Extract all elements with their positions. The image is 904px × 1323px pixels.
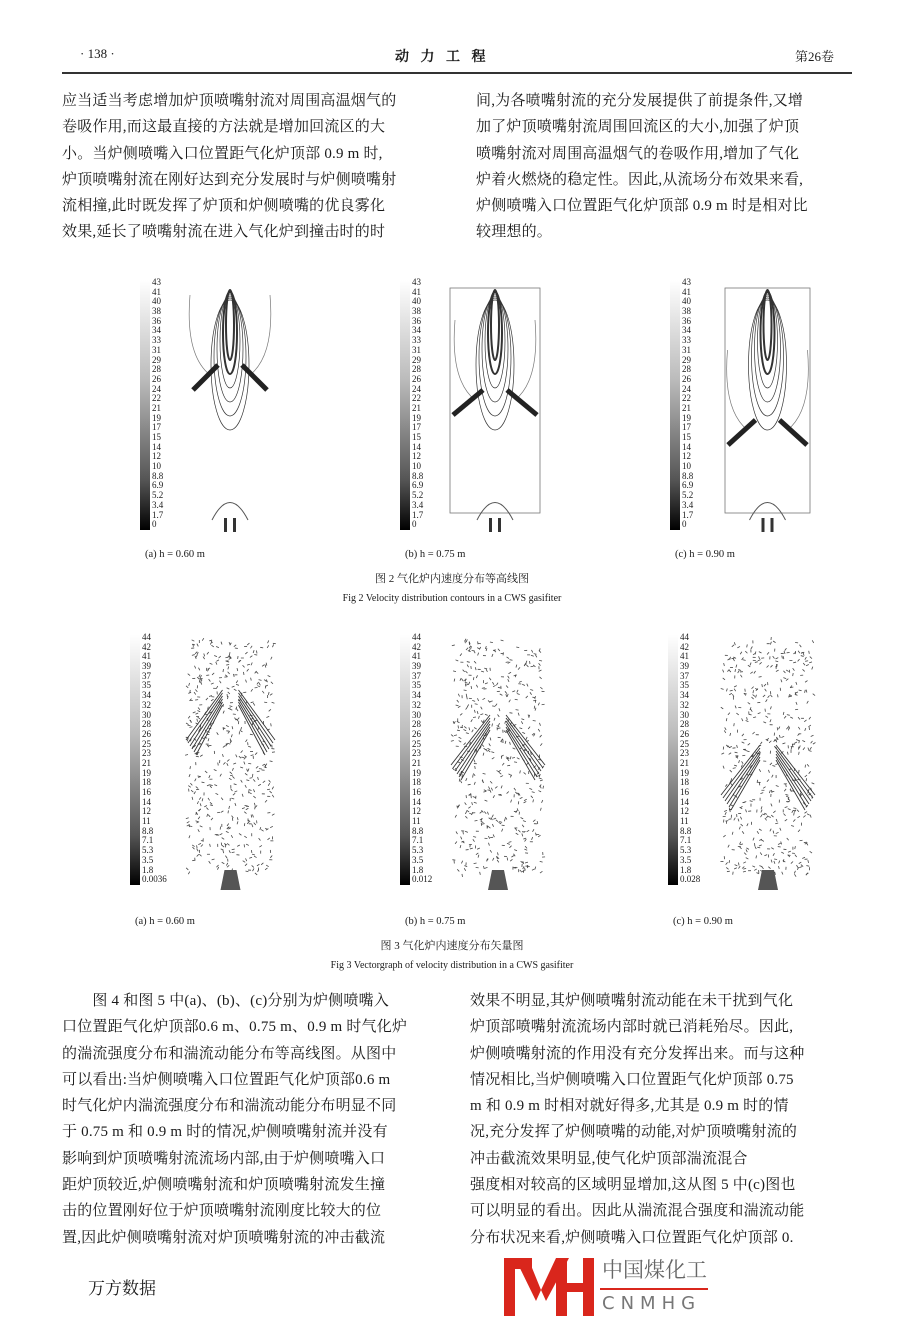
text-line: 喷嘴射流对周围高温烟气的卷吸作用,增加了气化: [476, 141, 856, 167]
tick-label: 8.8: [682, 472, 693, 482]
tick-label: 28: [412, 720, 432, 730]
tick-label: 41: [412, 288, 423, 298]
tick-label: 29: [682, 356, 693, 366]
tick-label: 19: [142, 769, 167, 779]
tick-label: 25: [142, 740, 167, 750]
text-line: 炉顶喷嘴射流在刚好达到充分发展时与炉侧喷嘴射: [62, 167, 442, 193]
tick-label: 8.8: [412, 827, 432, 837]
tick-label: 34: [682, 326, 693, 336]
bottom-left-paragraph: [62, 988, 442, 1251]
tick-label: 14: [412, 443, 423, 453]
tick-label: 0: [152, 520, 163, 530]
tick-label: 8.8: [680, 827, 700, 837]
tick-label: 3.5: [142, 856, 167, 866]
tick-label: 25: [680, 740, 700, 750]
text-line: 间,为各喷嘴射流的充分发展提供了前提条件,又增: [476, 88, 856, 114]
tick-label: 10: [412, 462, 423, 472]
tick-label: 5.3: [142, 846, 167, 856]
colorbar-ticks: [682, 278, 693, 530]
tick-label: 12: [412, 807, 432, 817]
tick-label: 21: [142, 759, 167, 769]
tick-label: 37: [412, 672, 432, 682]
text-line: 分布状况来看,炉侧喷嘴入口位置距气化炉顶部 0.: [470, 1225, 850, 1251]
tick-label: 3.4: [682, 501, 693, 511]
tick-label: 31: [152, 346, 163, 356]
subfigure-caption: (a) h = 0.60 m: [135, 916, 195, 927]
colorbar: [140, 280, 150, 530]
text-line: 炉顶部喷嘴射流流场内部时就已消耗殆尽。因此,: [470, 1014, 850, 1040]
tick-label: 31: [412, 346, 423, 356]
tick-label: 28: [412, 365, 423, 375]
tick-label: 26: [152, 375, 163, 385]
tick-label: 38: [682, 307, 693, 317]
tick-label: 30: [412, 711, 432, 721]
tick-label: 29: [152, 356, 163, 366]
tick-label: 24: [152, 385, 163, 395]
tick-label: 26: [680, 730, 700, 740]
text-line: 情况相比,当炉侧喷嘴入口位置距气化炉顶部 0.75: [470, 1067, 850, 1093]
tick-label: 33: [152, 336, 163, 346]
text-line: 加了炉顶喷嘴射流周围回流区的大小,加强了炉顶: [476, 114, 856, 140]
tick-label: 35: [142, 681, 167, 691]
tick-label: 5.3: [680, 846, 700, 856]
tick-label: 22: [152, 394, 163, 404]
tick-label: 8.8: [152, 472, 163, 482]
tick-label: 34: [142, 691, 167, 701]
tick-label: 17: [152, 423, 163, 433]
tick-label: 12: [680, 807, 700, 817]
tick-label: 0.028: [680, 875, 700, 885]
tick-label: 19: [412, 414, 423, 424]
plot-vector-c: [718, 635, 818, 890]
tick-label: 39: [680, 662, 700, 672]
tick-label: 17: [682, 423, 693, 433]
tick-label: 12: [152, 452, 163, 462]
tick-label: 0.0036: [142, 875, 167, 885]
tick-label: 1.8: [412, 866, 432, 876]
tick-label: 33: [682, 336, 693, 346]
tick-label: 5.2: [682, 491, 693, 501]
colorbar: [400, 635, 410, 885]
tick-label: 41: [680, 652, 700, 662]
tick-label: 40: [682, 297, 693, 307]
colorbar: [400, 280, 410, 530]
text-line: 冲击截流效果明显,使气化炉顶部湍流混合: [470, 1146, 850, 1172]
colorbar-ticks: [152, 278, 163, 530]
bottom-right-paragraph: [470, 988, 850, 1251]
tick-label: 34: [680, 691, 700, 701]
colorbar: [668, 635, 678, 885]
tick-label: 1.7: [682, 511, 693, 521]
tick-label: 28: [682, 365, 693, 375]
tick-label: 43: [412, 278, 423, 288]
tick-label: 36: [682, 317, 693, 327]
watermark-name-en: CNMHG: [602, 1292, 701, 1316]
tick-label: 19: [412, 769, 432, 779]
tick-label: 11: [680, 817, 700, 827]
text-line: 击的位置刚好位于炉顶喷嘴射流刚度比较大的位: [62, 1198, 442, 1224]
colorbar-ticks: [142, 633, 167, 885]
fig2-title-cn: 图 2 气化炉内速度分布等高线图: [0, 570, 904, 586]
tick-label: 23: [680, 749, 700, 759]
tick-label: 31: [682, 346, 693, 356]
tick-label: 3.5: [412, 856, 432, 866]
tick-label: 37: [680, 672, 700, 682]
tick-label: 42: [142, 643, 167, 653]
text-line: 口位置距气化炉顶部0.6 m、0.75 m、0.9 m 时气化炉: [62, 1014, 442, 1040]
tick-label: 35: [412, 681, 432, 691]
tick-label: 36: [412, 317, 423, 327]
text-line: 应当适当考虑增加炉顶喷嘴射流对周围高温烟气的: [62, 88, 442, 114]
text-line: 较理想的。: [476, 219, 856, 245]
tick-label: 34: [152, 326, 163, 336]
page-number: · 138 ·: [80, 46, 115, 62]
tick-label: 12: [412, 452, 423, 462]
subfigure-caption: (a) h = 0.60 m: [145, 549, 205, 560]
colorbar-ticks: [412, 278, 423, 530]
tick-label: 43: [152, 278, 163, 288]
text-line: 于 0.75 m 和 0.9 m 时的情况,炉侧喷嘴射流并没有: [62, 1119, 442, 1145]
tick-label: 40: [152, 297, 163, 307]
plot-vector-a: [183, 635, 278, 890]
tick-label: 6.9: [412, 481, 423, 491]
text-line: m 和 0.9 m 时相对就好得多,尤其是 0.9 m 时的情: [470, 1093, 850, 1119]
tick-label: 1.7: [412, 511, 423, 521]
tick-label: 12: [682, 452, 693, 462]
text-line: 炉侧喷嘴射流的作用没有充分发挥出来。而与这种: [470, 1041, 850, 1067]
tick-label: 19: [152, 414, 163, 424]
tick-label: 34: [412, 326, 423, 336]
tick-label: 23: [412, 749, 432, 759]
tick-label: 43: [682, 278, 693, 288]
tick-label: 12: [142, 807, 167, 817]
colorbar: [130, 635, 140, 885]
tick-label: 32: [142, 701, 167, 711]
text-line: 况,充分发挥了炉侧喷嘴的动能,对炉顶喷嘴射流的: [470, 1119, 850, 1145]
plot-vector-b: [448, 635, 548, 890]
tick-label: 38: [412, 307, 423, 317]
tick-label: 32: [412, 701, 432, 711]
text-line: 效果不明显,其炉侧喷嘴射流动能在未干扰到气化: [470, 988, 850, 1014]
plot-contour-a: [185, 280, 275, 535]
tick-label: 18: [680, 778, 700, 788]
tick-label: 11: [142, 817, 167, 827]
tick-label: 36: [152, 317, 163, 327]
tick-label: 1.8: [142, 866, 167, 876]
tick-label: 5.3: [412, 846, 432, 856]
tick-label: 0: [682, 520, 693, 530]
tick-label: 8.8: [412, 472, 423, 482]
tick-label: 14: [412, 798, 432, 808]
header-rule: [62, 72, 852, 74]
tick-label: 19: [680, 769, 700, 779]
tick-label: 38: [152, 307, 163, 317]
tick-label: 40: [412, 297, 423, 307]
tick-label: 24: [682, 385, 693, 395]
tick-label: 17: [412, 423, 423, 433]
subfigure-caption: (b) h = 0.75 m: [405, 916, 465, 927]
fig2-title-en: Fig 2 Velocity distribution contours in a CWS gasifiter: [0, 593, 904, 604]
tick-label: 18: [412, 778, 432, 788]
tick-label: 30: [142, 711, 167, 721]
tick-label: 24: [412, 385, 423, 395]
tick-label: 3.4: [152, 501, 163, 511]
tick-label: 16: [142, 788, 167, 798]
text-line: 流相撞,此时既发挥了炉顶和炉侧喷嘴的优良雾化: [62, 193, 442, 219]
colorbar-ticks: [412, 633, 432, 885]
tick-label: 26: [412, 730, 432, 740]
fig3-title-cn: 图 3 气化炉内速度分布矢量图: [0, 937, 904, 953]
tick-label: 8.8: [142, 827, 167, 837]
tick-label: 21: [680, 759, 700, 769]
tick-label: 21: [412, 759, 432, 769]
text-line: 炉着火燃烧的稳定性。因此,从流场分布效果来看,: [476, 167, 856, 193]
text-line: 影响到炉顶喷嘴射流流场内部,由于炉侧喷嘴入口: [62, 1146, 442, 1172]
tick-label: 44: [412, 633, 432, 643]
tick-label: 1.8: [680, 866, 700, 876]
text-line: 的湍流强度分布和湍流动能分布等高线图。从图中: [62, 1041, 442, 1067]
text-line: 小。当炉侧喷嘴入口位置距气化炉顶部 0.9 m 时,: [62, 141, 442, 167]
tick-label: 41: [412, 652, 432, 662]
tick-label: 15: [152, 433, 163, 443]
tick-label: 5.2: [152, 491, 163, 501]
tick-label: 14: [142, 798, 167, 808]
tick-label: 28: [680, 720, 700, 730]
tick-label: 39: [412, 662, 432, 672]
text-line: 可以看出:当炉侧喷嘴入口位置距气化炉顶部0.6 m: [62, 1067, 442, 1093]
colorbar: [670, 280, 680, 530]
volume-label: 第26卷: [795, 46, 834, 65]
tick-label: 39: [142, 662, 167, 672]
tick-label: 14: [680, 798, 700, 808]
tick-label: 26: [142, 730, 167, 740]
text-line: 可以明显的看出。因此从湍流混合强度和湍流动能: [470, 1198, 850, 1224]
tick-label: 26: [682, 375, 693, 385]
tick-label: 6.9: [152, 481, 163, 491]
text-line: 距炉顶较近,炉侧喷嘴射流和炉顶喷嘴射流发生撞: [62, 1172, 442, 1198]
tick-label: 6.9: [682, 481, 693, 491]
tick-label: 23: [142, 749, 167, 759]
text-line: 图 4 和图 5 中(a)、(b)、(c)分别为炉侧喷嘴入: [62, 988, 442, 1014]
text-line: 效果,延长了喷嘴射流在进入气化炉到撞击时的时: [62, 219, 442, 245]
tick-label: 16: [680, 788, 700, 798]
tick-label: 42: [680, 643, 700, 653]
fig3-title-en: Fig 3 Vectorgraph of velocity distribution in a CWS gasifiter: [0, 960, 904, 971]
tick-label: 22: [412, 394, 423, 404]
tick-label: 18: [142, 778, 167, 788]
tick-label: 1.7: [152, 511, 163, 521]
tick-label: 41: [682, 288, 693, 298]
tick-label: 16: [412, 788, 432, 798]
colorbar-ticks: [680, 633, 700, 885]
plot-contour-b: [445, 280, 545, 535]
tick-label: 10: [682, 462, 693, 472]
tick-label: 0: [412, 520, 423, 530]
text-line: 时气化炉内湍流强度分布和湍流动能分布明显不同: [62, 1093, 442, 1119]
text-line: 炉侧喷嘴入口位置距气化炉顶部 0.9 m 时是相对比: [476, 193, 856, 219]
text-line: 强度相对较高的区域明显增加,这从图 5 中(c)图也: [470, 1172, 850, 1198]
tick-label: 7.1: [412, 836, 432, 846]
tick-label: 32: [680, 701, 700, 711]
watermark-name-cn: 中国煤化工: [602, 1256, 707, 1284]
tick-label: 5.2: [412, 491, 423, 501]
subfigure-caption: (c) h = 0.90 m: [673, 916, 733, 927]
tick-label: 19: [682, 414, 693, 424]
tick-label: 25: [412, 740, 432, 750]
watermark-logo: [500, 1256, 710, 1318]
tick-label: 21: [682, 404, 693, 414]
tick-label: 14: [152, 443, 163, 453]
top-right-paragraph: [476, 88, 856, 246]
tick-label: 35: [680, 681, 700, 691]
tick-label: 41: [142, 652, 167, 662]
tick-label: 33: [412, 336, 423, 346]
tick-label: 10: [152, 462, 163, 472]
tick-label: 29: [412, 356, 423, 366]
text-line: 卷吸作用,而这最直接的方法就是增加回流区的大: [62, 114, 442, 140]
tick-label: 42: [412, 643, 432, 653]
tick-label: 34: [412, 691, 432, 701]
tick-label: 22: [682, 394, 693, 404]
tick-label: 3.4: [412, 501, 423, 511]
tick-label: 21: [152, 404, 163, 414]
tick-label: 26: [412, 375, 423, 385]
tick-label: 15: [412, 433, 423, 443]
text-line: 置,因此炉侧喷嘴射流对炉顶喷嘴射流的冲击截流: [62, 1225, 442, 1251]
top-left-paragraph: [62, 88, 442, 246]
tick-label: 28: [142, 720, 167, 730]
tick-label: 37: [142, 672, 167, 682]
tick-label: 28: [152, 365, 163, 375]
journal-title: 动 力 工 程: [395, 46, 490, 66]
tick-label: 7.1: [680, 836, 700, 846]
tick-label: 14: [682, 443, 693, 453]
tick-label: 44: [142, 633, 167, 643]
tick-label: 7.1: [142, 836, 167, 846]
plot-contour-c: [720, 280, 815, 535]
subfigure-caption: (c) h = 0.90 m: [675, 549, 735, 560]
tick-label: 41: [152, 288, 163, 298]
subfigure-caption: (b) h = 0.75 m: [405, 549, 465, 560]
tick-label: 3.5: [680, 856, 700, 866]
tick-label: 44: [680, 633, 700, 643]
tick-label: 11: [412, 817, 432, 827]
tick-label: 15: [682, 433, 693, 443]
tick-label: 0.012: [412, 875, 432, 885]
footer-source: 万方数据: [88, 1274, 156, 1299]
tick-label: 21: [412, 404, 423, 414]
tick-label: 30: [680, 711, 700, 721]
